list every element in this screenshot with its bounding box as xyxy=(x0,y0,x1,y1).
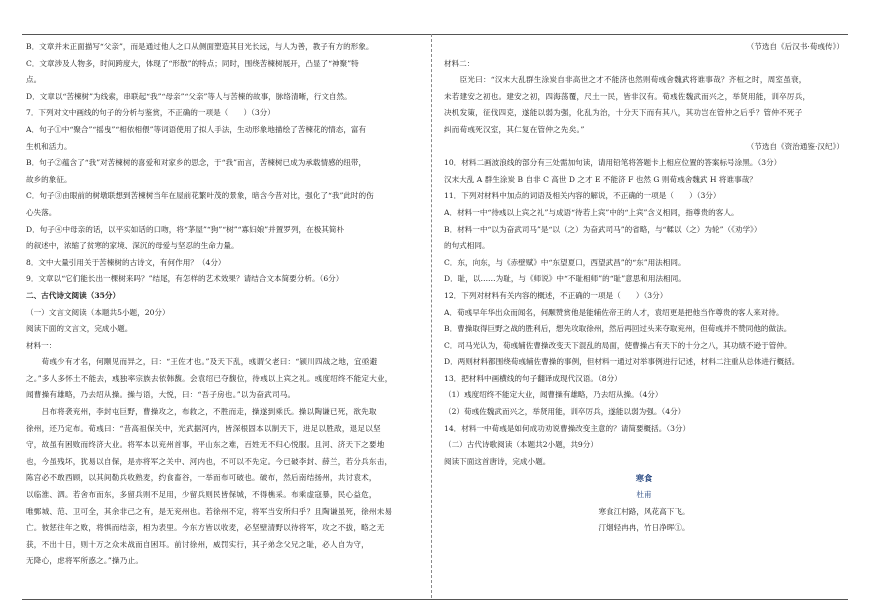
left-text-line: 点。 xyxy=(26,75,42,85)
left-text-line: B．文章并未正面描写“父亲”，而是通过他人之口从侧面塑造其目光长远，与人为善，教子有方的形象。 xyxy=(26,42,374,51)
left-text-line: 也，今虽残坏，犹易以自保，是亦将军之关中、河内也，不可以不先定。今已破李封、薛兰，若分兵东击， xyxy=(26,456,393,466)
right-text-line: 12．下列对材料有关内容的概述，不正确的一项是（ ）（3分） xyxy=(444,290,668,300)
right-text-line: 杜甫 xyxy=(636,490,652,500)
left-column xyxy=(26,39,426,570)
right-text-line: C．东，向东，与《赤壁赋》中“东望夏口，西望武昌”的“东”用法相同。 xyxy=(444,257,686,267)
left-text-line: C．文章涉及人物多，时间跨度大，体现了“形散”的特点；同时，围绕苦楝树展开，凸显了“神聚”特 xyxy=(26,58,359,68)
left-text-line: 以临淮、泗。若舍布而东，多留兵则不足用，少留兵则民皆保城，不得樵采。布乘虚寇暴，民心益危， xyxy=(26,490,377,500)
left-text-line: D．句子④中母亲的话，以平实如话的口吻，将“茅屋”“狗”“树”“寡妇娘”并置罗列，在极其简朴 xyxy=(26,224,345,234)
right-text-line: A．荀彧早年华出众而闻名，何颙赞赏他是能辅佐帝王的人才，袁绍更是把他当作尊贵的客人来对待。 xyxy=(444,307,784,317)
right-text-line: A．材料一中“待彧以上宾之礼”与成语“待若上宾”中的“上宾”含义相同，指尊贵的客人。 xyxy=(444,207,739,217)
right-text-line: D．耻，以……为耻，与《师说》中“不耻相师”的“耻”意思和用法相同。 xyxy=(444,274,686,284)
left-text-line: 获，不出十日，则十万之众未战而自困耳。前讨徐州，威罚实行，其子弟念父兄之耻，必人自为守， xyxy=(26,539,369,549)
left-text-line: 吕布将袭兖州，李封屯巨野，曹操攻之，布救之，不胜而走，操遂到乘氏。操以陶谦已死，欲先取 xyxy=(26,407,377,417)
left-text-line: 荀彧少有才名，何颙见而异之，曰：“王佐才也。”及天下乱，彧谓父老曰：“颍川四战之地，宜亟避 xyxy=(26,357,378,367)
left-text-line: A．句子①中“聚合”“摇曳”“相依相偎”等词语使用了拟人手法，生动形象地描绘了苦楝花的情态，富有 xyxy=(26,124,367,134)
right-text-line: 汉末大乱 A 群生涂炭 B 自非 C 高世 D 之才 E 不能济 F 也然 G 则荀彧舍魏武 H 将谁事哉？ xyxy=(444,174,757,184)
left-text-line: 8．文中大量引用关于苦楝树的古诗文，有何作用？（4分） xyxy=(26,257,226,267)
right-text-line: 13．把材料中画横线的句子翻译成现代汉语。（8分） xyxy=(444,373,622,383)
right-text-line: C．司马光认为，荀彧辅佐曹操改变天下混乱的局面，使曹操占有天下的十分之八，其功绩不逊于管仲。 xyxy=(444,340,792,350)
left-text-line: 阅读下面的文言文，完成小题。 xyxy=(26,324,133,334)
right-text-line: 汀烟轻冉冉，竹日净晖①。 xyxy=(598,523,690,533)
left-text-line: 9．文章以“它们能长出一棵树来吗？”结尾，有怎样的艺术效果？请结合文本简要分析。（6分） xyxy=(26,274,344,284)
right-text-line: （二）古代诗歌阅读（本题共2小题，共9分） xyxy=(444,440,598,450)
right-text-line: B．曹操取得巨野之战的胜利后，想先攻取徐州，然后再回过头来夺取兖州，但荀彧并不赞同他的做法。 xyxy=(444,324,792,334)
right-text-line: 纠而荀彧死汉室，其仁复在管仲之先矣。” xyxy=(444,124,585,134)
right-text-line: 寒食江村路，风花高下飞。 xyxy=(598,506,690,516)
left-text-line: 心失落。 xyxy=(26,207,57,217)
right-text-line: 寒食 xyxy=(635,473,653,484)
left-text-line: 守，故虽有困败而终济大业。将军本以兖州首事，平山东之难，百姓无不归心悦服。且河、济天下之要地 xyxy=(26,440,385,450)
right-text-line: （1）彧度绍终不能定大业，闻曹操有雄略，乃去绍从操。（4分） xyxy=(444,390,663,400)
left-text-line: 材料一： xyxy=(26,340,57,350)
left-text-line: 7．下列对文中画线的句子的分析与鉴赏，不正确的一项是（ ）（3分） xyxy=(26,108,275,118)
left-text-line: 的叙述中，浓缩了贫寒的家境、深沉的母爱与坚忍的生命力量。 xyxy=(26,241,239,251)
right-text-line: 未若建安之初也。建安之初，四海荡覆，尺土一民，皆非汉有。荀彧佐魏武而兴之，举贤用能，训卒厉兵， xyxy=(444,91,811,101)
left-text-line: 徐州，还乃定布。荀彧曰：“昔高祖保关中，光武据河内，皆深根固本以制天下，进足以胜敌，退足以坚 xyxy=(26,423,381,433)
left-text-line: （一）文言文阅读（本题共5小题，20分） xyxy=(26,307,170,317)
left-text-line: B．句子②蕴含了“我”对苦楝树的喜爱和对家乡的思念，于“我”而言，苦楝树已成为承载情感的纽带， xyxy=(26,158,367,168)
right-text-line: 11．下列对材料中加点的词语及相关内容的解说，不正确的一项是（ ）（3分） xyxy=(444,191,721,201)
right-text-line: 臣光曰：“汉末大乱群生涂炭自非高世之才不能济也然则荀彧舍魏武将谁事哉？齐桓之时，周室虽衰， xyxy=(444,75,807,85)
left-text-line: 陈宫必不敢西顾，以其间勒兵收熟麦，约食畜谷，一举而布可破也。破布，然后南结扬州，共讨袁术， xyxy=(26,473,377,483)
right-column xyxy=(444,39,844,537)
right-text-line: （节选自《后汉书·荀彧传》） xyxy=(746,42,844,51)
left-text-line: 无降心，虑将军所惑之。”操乃止。 xyxy=(26,556,144,566)
left-text-line: 亡。彼惩往年之败，将惧而结亲，相为表里。今东方皆以收麦，必坚壁清野以待将军，攻之不拔，略之无 xyxy=(26,523,385,533)
right-text-line: B．材料一中“以为奋武司马”是“以（之）为奋武司马”的省略，与“輮以（之）为轮”（《劝学》） xyxy=(444,224,762,234)
right-text-line: 阅读下面这首唐诗，完成小题。 xyxy=(444,456,551,466)
right-text-line: （2）荀彧佐魏武而兴之，举贤用能，训卒厉兵，遂能以弱为强。（4分） xyxy=(444,407,686,417)
right-text-line: 14．材料一中荀彧是如何成功劝说曹操改变主意的？请简要概括。（3分） xyxy=(444,423,691,433)
right-text-line: 的句式相同。 xyxy=(444,241,490,251)
right-text-line: D．两则材料都围绕荀彧辅佐曹操的事例，但材料一通过对举事例进行记述，材料二注重从总体进行概括。 xyxy=(444,357,800,367)
left-text-line: C．句子③由眼前的树墩联想到苦楝树当年在屋前花繁叶茂的景象，暗含今昔对比，强化了“我”此时的伤 xyxy=(26,191,374,201)
right-text-line: （节选自《资治通鉴·汉纪》） xyxy=(746,141,844,151)
left-text-line: 故乡的象征。 xyxy=(26,174,72,184)
column-divider xyxy=(431,34,432,598)
left-text-line: 生机和活力。 xyxy=(26,141,72,151)
left-text-line: 唯鄄城、范、卫可全，其余非己之有，是无兖州也。若徐州不定，将军当安所归乎？且陶谦虽死，徐州未易 xyxy=(26,506,393,516)
right-text-line: 材料二： xyxy=(444,58,475,68)
right-text-line: 10．材料二画波浪线的部分有三处需加句读，请用铅笔将答题卡上相应位置的答案标号涂黑。（3分） xyxy=(444,158,782,168)
left-text-line: 二、古代诗文阅读（35分） xyxy=(26,290,121,300)
right-text-line: 决机发策，征伐四克，遂能以弱为强，化乱为治，十分天下而有其八，其功岂在管仲之后乎？管仲不死子 xyxy=(444,108,803,118)
left-text-line: 之。”多人多怀土不能去，彧独率宗族去依韩馥。会袁绍已夺馥位，待彧以上宾之礼。彧度绍终不能定大业， xyxy=(26,373,393,383)
left-text-line: D．文章以“苦楝树”为线索，串联起“我”“母亲”“父亲”等人与苦楝的故事，脉络清晰，行文自然。 xyxy=(26,91,352,101)
left-text-line: 闻曹操有雄略，乃去绍从操。操与语，大悦，曰：“吾子房也。”以为奋武司马。 xyxy=(26,390,296,400)
